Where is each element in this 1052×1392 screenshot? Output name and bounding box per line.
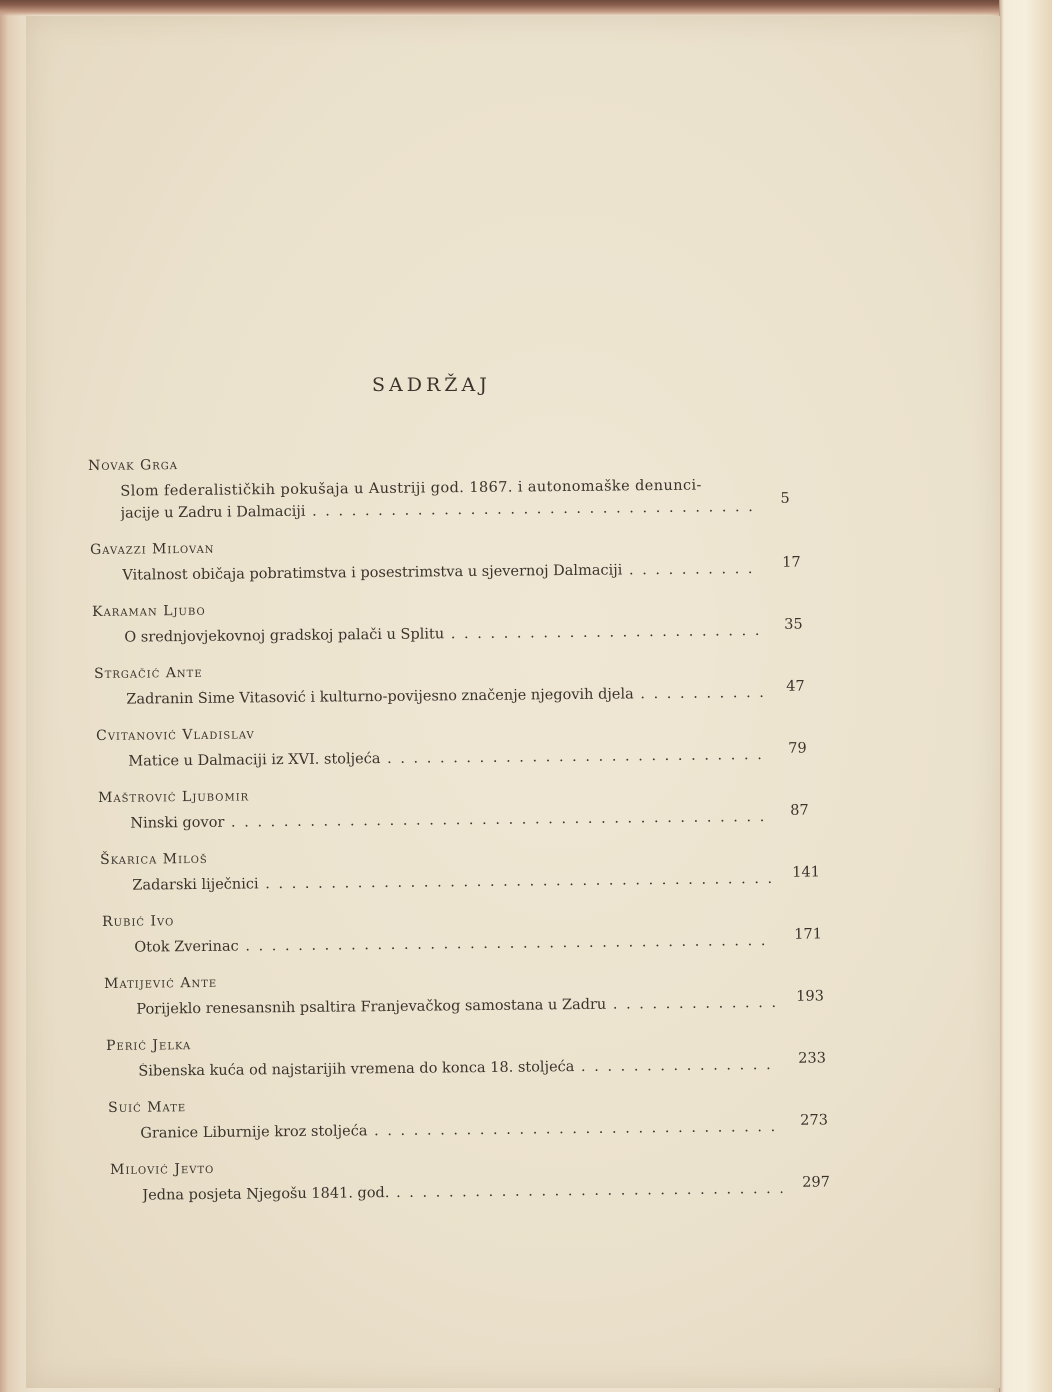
- toc-page-number: 47: [786, 678, 805, 695]
- toc-title-line: [142, 1181, 782, 1204]
- toc-page-number: 35: [784, 616, 803, 633]
- toc-author: Matijević Ante: [104, 974, 218, 992]
- toc-title-line: [138, 1057, 778, 1080]
- toc-title-line: [126, 685, 766, 708]
- toc-title-text: Otok Zverinac: [134, 938, 239, 956]
- contents-page: [26, 16, 1000, 1388]
- toc-author: Perić Jelka: [106, 1037, 192, 1054]
- book-cover-edge: [999, 0, 1052, 1392]
- toc-title-line: [122, 561, 762, 584]
- toc-author: Maštrović Ljubomir: [98, 788, 250, 806]
- toc-author: Gavazzi Milovan: [90, 540, 215, 558]
- toc-title-line: [124, 623, 764, 646]
- toc-author: Cvitanović Vladislav: [96, 726, 255, 744]
- toc-title-line: [132, 871, 772, 894]
- toc-author: Strgačić Ante: [94, 664, 203, 682]
- toc-page-number: 233: [798, 1050, 827, 1067]
- page-title: SADRŽAJ: [372, 374, 491, 396]
- toc-title-text: Zadranin Šime Vitasović i kulturno-povijesno značenje njegovih djela: [126, 686, 634, 708]
- toc-title-line: [128, 747, 768, 770]
- toc-author: Suić Mate: [108, 1099, 187, 1116]
- toc-author: Rubić Ivo: [102, 913, 175, 930]
- toc-title-line: [134, 933, 774, 956]
- toc-page-number: 17: [782, 554, 801, 571]
- toc-title-text: Matice u Dalmaciji iz XVI. stoljeća: [128, 751, 381, 770]
- toc-title-text: Šibenska kuća od najstarijih vremena do konca 18. stoljeća: [138, 1059, 575, 1080]
- toc-title-line: Slom federalističkih pokušaja u Austriji god. 1867. i autonomaške denunci-: [120, 477, 702, 500]
- toc-title-line: [140, 1119, 780, 1142]
- toc-title-line: [130, 809, 770, 832]
- toc-title-text: Porijeklo renesansnih psaltira Franjevačkog samostana u Zadru: [136, 996, 607, 1018]
- toc-page-number: 5: [780, 490, 790, 507]
- toc-page-number: 141: [792, 864, 821, 881]
- toc-page-number: 87: [790, 802, 809, 819]
- toc-page-number: 171: [794, 926, 823, 943]
- toc-author: Novak Grga: [88, 457, 179, 474]
- toc-author: Karaman Ljubo: [92, 602, 206, 620]
- toc-author: Milović Jevto: [110, 1160, 215, 1178]
- book-top-edge: [0, 0, 1052, 16]
- toc-title-text: Vitalnost običaja pobratimstva i posestrimstva u sjevernoj Dalmaciji: [122, 562, 623, 584]
- toc-title-line: [136, 995, 776, 1018]
- toc-page-number: 193: [796, 988, 825, 1005]
- toc-title-text: Ninski govor: [130, 814, 225, 832]
- toc-page-number: 273: [800, 1112, 829, 1129]
- toc-page-number: 79: [788, 740, 807, 757]
- toc-title-line: [121, 499, 761, 522]
- toc-title-text: Zadarski liječnici: [132, 876, 259, 894]
- toc-author: Škarica Miloš: [100, 850, 208, 868]
- toc-page-number: 297: [802, 1174, 831, 1191]
- toc-title-text: jacije u Zadru i Dalmaciji: [120, 503, 306, 522]
- toc-title-text: Granice Liburnije kroz stoljeća: [140, 1123, 368, 1142]
- toc-title-text: Jedna posjeta Njegošu 1841. god.: [142, 1185, 390, 1204]
- toc-title-text: O srednjovjekovnoj gradskoj palači u Splitu: [124, 626, 445, 646]
